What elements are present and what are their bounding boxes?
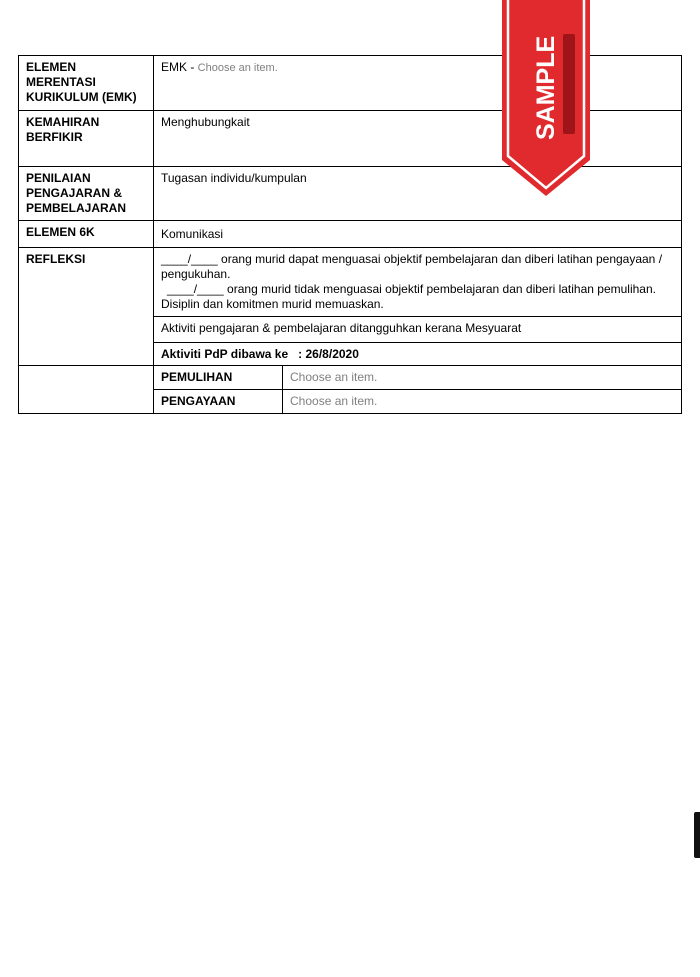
pemulihan-label: PEMULIHAN xyxy=(154,366,283,390)
pemulihan-dropdown[interactable]: Choose an item. xyxy=(283,366,682,390)
empty-cell xyxy=(19,366,154,414)
row-pemulihan xyxy=(19,366,682,390)
page-edge-mark xyxy=(694,812,700,858)
sample-ribbon-stamp xyxy=(502,0,590,196)
emk-dropdown[interactable]: Choose an item. xyxy=(197,62,278,74)
kemahiran-value: Menghubungkait xyxy=(154,111,682,167)
refleksi-label: REFLEKSI xyxy=(19,248,154,366)
elemen6k-label: ELEMEN 6K xyxy=(19,221,154,248)
kemahiran-label: KEMAHIRAN BERFIKIR xyxy=(19,111,154,167)
row-refleksi-1 xyxy=(19,248,682,317)
ribbon-text: SAMPLE xyxy=(532,35,560,140)
refleksi-line2: ____/____ orang murid tidak menguasai objektif pembelajaran dan diberi latihan pemulihan. Disiplin dan komitmen murid memuaskan. xyxy=(161,282,656,311)
refleksi-note: Aktiviti pengajaran & pembelajaran ditangguhkan kerana Mesyuarat xyxy=(154,317,682,343)
elemen6k-value: Komunikasi xyxy=(154,221,682,248)
emk-label: ELEMEN MERENTASI KURIKULUM (EMK) xyxy=(19,56,154,111)
refleksi-carry xyxy=(154,343,682,366)
refleksi-text xyxy=(154,248,682,317)
emk-cell xyxy=(154,56,682,111)
penilaian-label: PENILAIAN PENGAJARAN & PEMBELAJARAN xyxy=(19,167,154,221)
row-elemen6k xyxy=(19,221,682,248)
ribbon-side-tag xyxy=(563,34,575,134)
refleksi-line1: ____/____ orang murid dapat menguasai objektif pembelajaran dan diberi latihan pengayaan / pengukuhan. xyxy=(161,252,663,281)
pengayaan-label: PENGAYAAN xyxy=(154,390,283,414)
emk-prefix: EMK - xyxy=(161,60,198,74)
pengayaan-dropdown[interactable]: Choose an item. xyxy=(283,390,682,414)
penilaian-value: Tugasan individu/kumpulan xyxy=(154,167,682,221)
carry-date: : 26/8/2020 xyxy=(298,347,359,361)
carry-label: Aktiviti PdP dibawa ke xyxy=(161,347,289,361)
